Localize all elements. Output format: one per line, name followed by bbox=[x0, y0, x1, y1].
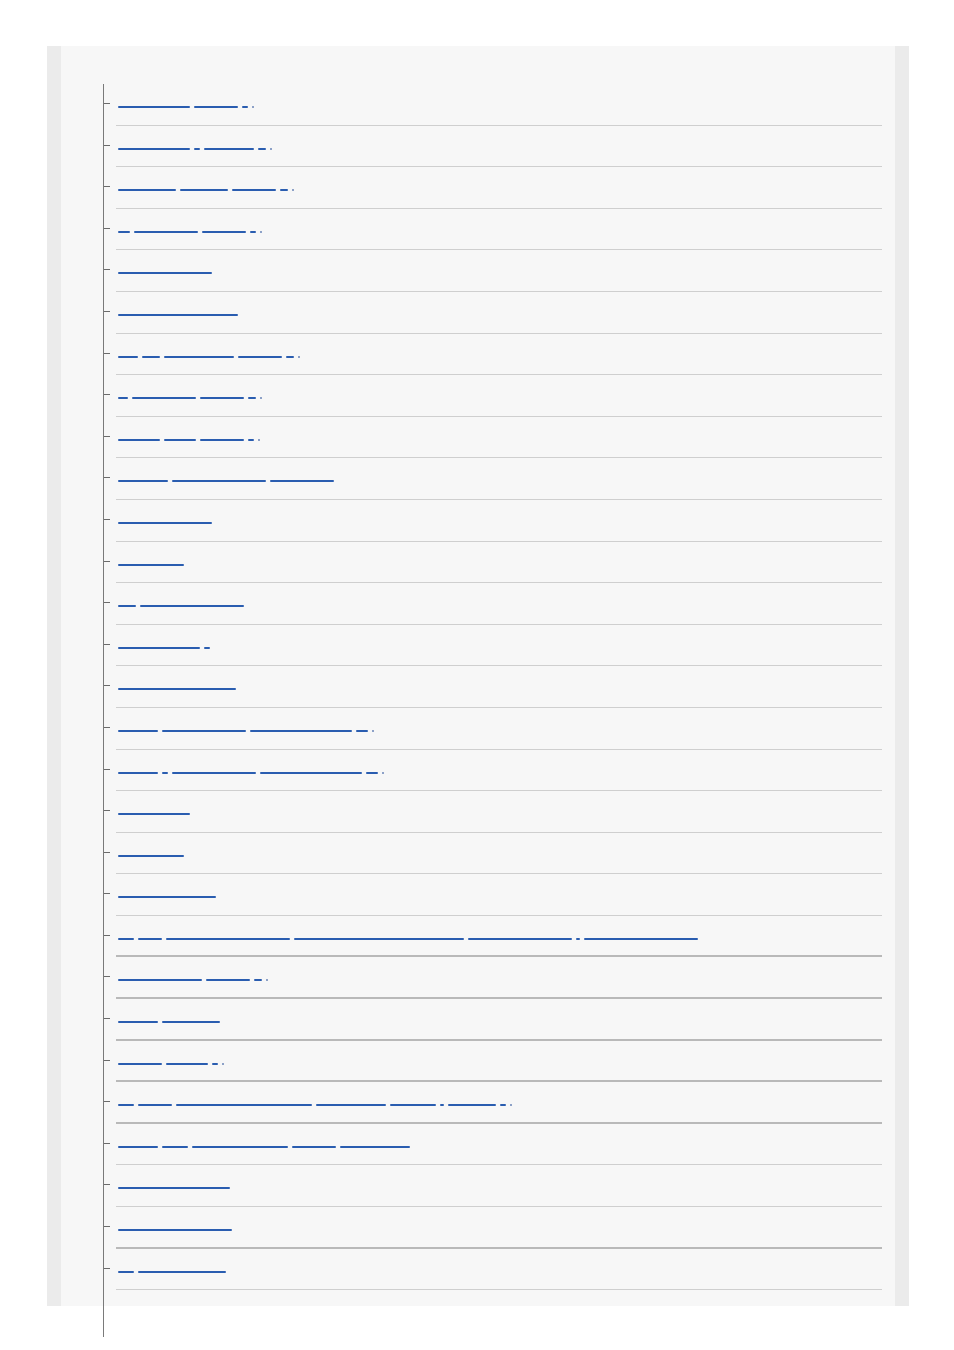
link-text-period bbox=[258, 439, 260, 441]
list-item bbox=[116, 292, 882, 334]
topic-link[interactable] bbox=[118, 1055, 224, 1065]
list-item bbox=[116, 1082, 882, 1124]
tree-branch-tick bbox=[104, 1143, 110, 1144]
link-text-segment bbox=[118, 314, 238, 316]
link-text-segment bbox=[212, 1063, 218, 1065]
link-text-segment bbox=[118, 148, 190, 150]
link-text-segment bbox=[118, 688, 236, 690]
tree-branch-tick bbox=[104, 1018, 110, 1019]
link-text-period bbox=[382, 772, 384, 774]
tree-branch-tick bbox=[104, 935, 110, 936]
list-item bbox=[116, 1165, 882, 1207]
link-text-period bbox=[298, 356, 300, 358]
list-item bbox=[116, 957, 882, 999]
topic-link[interactable] bbox=[118, 389, 262, 399]
link-text-segment bbox=[292, 1146, 336, 1148]
link-text-segment bbox=[258, 148, 266, 150]
link-text-period bbox=[222, 1063, 224, 1065]
topic-link[interactable] bbox=[118, 1138, 410, 1148]
link-text-period bbox=[510, 1104, 512, 1106]
link-text-segment bbox=[194, 148, 200, 150]
tree-branch-tick bbox=[104, 976, 110, 977]
topic-link[interactable] bbox=[118, 264, 212, 274]
list-item bbox=[116, 625, 882, 667]
link-text-period bbox=[372, 730, 374, 732]
tree-branch-tick bbox=[104, 353, 110, 354]
link-text-segment bbox=[366, 772, 378, 774]
list-item bbox=[116, 1249, 882, 1291]
link-text-segment bbox=[162, 1146, 188, 1148]
link-text-segment bbox=[172, 772, 256, 774]
topic-link[interactable] bbox=[118, 847, 184, 857]
list-item bbox=[116, 833, 882, 875]
link-text-segment bbox=[118, 231, 130, 233]
link-text-segment bbox=[316, 1104, 386, 1106]
link-text-segment bbox=[164, 356, 234, 358]
tree-branch-tick bbox=[104, 893, 110, 894]
tree-branch-tick bbox=[104, 436, 110, 437]
topic-link[interactable] bbox=[118, 140, 272, 150]
link-text-segment bbox=[204, 647, 210, 649]
list-item bbox=[116, 458, 882, 500]
link-text-period bbox=[292, 189, 294, 191]
link-text-segment bbox=[172, 480, 266, 482]
link-text-segment bbox=[162, 772, 168, 774]
link-text-segment bbox=[138, 1104, 172, 1106]
link-text-segment bbox=[250, 730, 352, 732]
tree-branch-tick bbox=[104, 228, 110, 229]
link-text-segment bbox=[440, 1104, 444, 1106]
link-text-segment bbox=[118, 1104, 134, 1106]
topic-link[interactable] bbox=[118, 98, 254, 108]
link-text-segment bbox=[118, 1063, 162, 1065]
topic-link[interactable] bbox=[118, 1096, 512, 1106]
link-text-segment bbox=[248, 397, 256, 399]
list-item bbox=[116, 666, 882, 708]
link-text-segment bbox=[162, 1021, 220, 1023]
topic-link[interactable] bbox=[118, 680, 236, 690]
list-item bbox=[116, 167, 882, 209]
tree-branch-tick bbox=[104, 727, 110, 728]
tree-branch-tick bbox=[104, 1268, 110, 1269]
link-text-segment bbox=[468, 938, 572, 940]
link-text-segment bbox=[118, 106, 190, 108]
link-text-segment bbox=[118, 189, 176, 191]
tree-branch-tick bbox=[104, 269, 110, 270]
tree-branch-tick bbox=[104, 1101, 110, 1102]
topic-link[interactable] bbox=[118, 805, 190, 815]
list-item bbox=[116, 583, 882, 625]
list-item bbox=[116, 916, 882, 958]
tree-branch-tick bbox=[104, 1060, 110, 1061]
link-text-segment bbox=[280, 189, 288, 191]
link-text-segment bbox=[118, 272, 212, 274]
topic-link[interactable] bbox=[118, 971, 268, 981]
link-text-segment bbox=[204, 148, 254, 150]
topic-link[interactable] bbox=[118, 1263, 226, 1273]
link-text-segment bbox=[118, 855, 184, 857]
link-text-segment bbox=[206, 979, 250, 981]
topic-link[interactable] bbox=[118, 1221, 232, 1231]
link-text-period bbox=[270, 148, 272, 150]
topic-link[interactable] bbox=[118, 348, 300, 358]
link-text-segment bbox=[576, 938, 580, 940]
link-text-segment bbox=[118, 979, 202, 981]
list-item bbox=[116, 126, 882, 168]
topic-link[interactable] bbox=[118, 722, 374, 732]
link-text-segment bbox=[132, 397, 196, 399]
link-text-segment bbox=[500, 1104, 506, 1106]
topic-link[interactable] bbox=[118, 181, 294, 191]
list-item bbox=[116, 84, 882, 126]
link-text-segment bbox=[356, 730, 368, 732]
link-text-segment bbox=[200, 439, 244, 441]
link-text-segment bbox=[118, 439, 160, 441]
tree-branch-tick bbox=[104, 477, 110, 478]
topic-link[interactable] bbox=[118, 1013, 220, 1023]
link-text-period bbox=[260, 231, 262, 233]
link-text-segment bbox=[164, 439, 196, 441]
link-text-period bbox=[260, 397, 262, 399]
link-text-period bbox=[252, 106, 254, 108]
link-text-segment bbox=[390, 1104, 436, 1106]
link-text-segment bbox=[140, 605, 244, 607]
link-text-segment bbox=[118, 397, 128, 399]
tree-branch-tick bbox=[104, 311, 110, 312]
tree-branch-tick bbox=[104, 1184, 110, 1185]
link-text-segment bbox=[118, 896, 216, 898]
link-text-segment bbox=[254, 979, 262, 981]
tree-branch-tick bbox=[104, 519, 110, 520]
link-text-segment bbox=[584, 938, 698, 940]
topic-link[interactable] bbox=[118, 888, 216, 898]
link-text-segment bbox=[162, 730, 246, 732]
link-text-segment bbox=[180, 189, 228, 191]
link-text-segment bbox=[118, 1021, 158, 1023]
topic-link[interactable] bbox=[118, 306, 238, 316]
topic-link[interactable] bbox=[118, 764, 384, 774]
list-item bbox=[116, 417, 882, 459]
list-item bbox=[116, 334, 882, 376]
link-text-period bbox=[266, 979, 268, 981]
list-item bbox=[116, 1124, 882, 1166]
link-text-segment bbox=[118, 522, 212, 524]
list-item bbox=[116, 542, 882, 584]
link-text-segment bbox=[118, 938, 134, 940]
tree-branch-tick bbox=[104, 852, 110, 853]
topic-link[interactable] bbox=[118, 556, 184, 566]
topic-link[interactable] bbox=[118, 597, 244, 607]
list-item bbox=[116, 209, 882, 251]
link-text-segment bbox=[340, 1146, 410, 1148]
link-text-segment bbox=[134, 231, 198, 233]
tree-branch-tick bbox=[104, 644, 110, 645]
link-text-segment bbox=[118, 1229, 232, 1231]
topic-link[interactable] bbox=[118, 1179, 230, 1189]
topic-link[interactable] bbox=[118, 472, 334, 482]
list-item bbox=[116, 999, 882, 1041]
page-frame bbox=[47, 46, 909, 1306]
link-text-segment bbox=[118, 730, 158, 732]
link-text-segment bbox=[118, 647, 200, 649]
topic-link[interactable] bbox=[118, 431, 260, 441]
link-text-segment bbox=[194, 106, 238, 108]
tree-branch-tick bbox=[104, 810, 110, 811]
link-text-segment bbox=[250, 231, 256, 233]
link-text-segment bbox=[118, 1271, 134, 1273]
topic-link[interactable] bbox=[118, 930, 698, 940]
link-text-segment bbox=[260, 772, 362, 774]
tree-branch-tick bbox=[104, 685, 110, 686]
link-text-segment bbox=[118, 356, 138, 358]
topic-link[interactable] bbox=[118, 223, 262, 233]
list-item bbox=[116, 750, 882, 792]
tree-branch-tick bbox=[104, 186, 110, 187]
list-item bbox=[116, 874, 882, 916]
link-list bbox=[104, 84, 882, 1290]
link-text-segment bbox=[448, 1104, 496, 1106]
link-text-segment bbox=[118, 564, 184, 566]
topic-link[interactable] bbox=[118, 514, 212, 524]
tree-branch-tick bbox=[104, 145, 110, 146]
link-tree bbox=[103, 84, 882, 1337]
link-text-segment bbox=[294, 938, 464, 940]
link-text-segment bbox=[242, 106, 248, 108]
tree-branch-tick bbox=[104, 1226, 110, 1227]
list-item bbox=[116, 708, 882, 750]
list-item bbox=[116, 791, 882, 833]
link-text-segment bbox=[166, 938, 290, 940]
link-text-segment bbox=[118, 605, 136, 607]
tree-branch-tick bbox=[104, 394, 110, 395]
link-text-segment bbox=[200, 397, 244, 399]
link-text-segment bbox=[248, 439, 254, 441]
link-text-segment bbox=[166, 1063, 208, 1065]
list-item bbox=[116, 375, 882, 417]
list-item bbox=[116, 1207, 882, 1249]
link-text-segment bbox=[270, 480, 334, 482]
tree-branch-tick bbox=[104, 769, 110, 770]
link-text-segment bbox=[286, 356, 294, 358]
tree-branch-tick bbox=[104, 103, 110, 104]
link-text-segment bbox=[118, 813, 190, 815]
topic-link[interactable] bbox=[118, 639, 210, 649]
link-text-segment bbox=[118, 480, 168, 482]
list-item bbox=[116, 500, 882, 542]
page-panel bbox=[61, 46, 895, 1306]
tree-branch-tick bbox=[104, 602, 110, 603]
link-text-segment bbox=[138, 1271, 226, 1273]
link-text-segment bbox=[238, 356, 282, 358]
link-text-segment bbox=[118, 1187, 230, 1189]
link-text-segment bbox=[202, 231, 246, 233]
link-text-segment bbox=[192, 1146, 288, 1148]
link-text-segment bbox=[232, 189, 276, 191]
link-text-segment bbox=[118, 772, 158, 774]
link-text-segment bbox=[142, 356, 160, 358]
link-text-segment bbox=[118, 1146, 158, 1148]
link-text-segment bbox=[176, 1104, 312, 1106]
list-item bbox=[116, 1041, 882, 1083]
tree-branch-tick bbox=[104, 561, 110, 562]
list-item bbox=[116, 250, 882, 292]
link-text-segment bbox=[138, 938, 162, 940]
